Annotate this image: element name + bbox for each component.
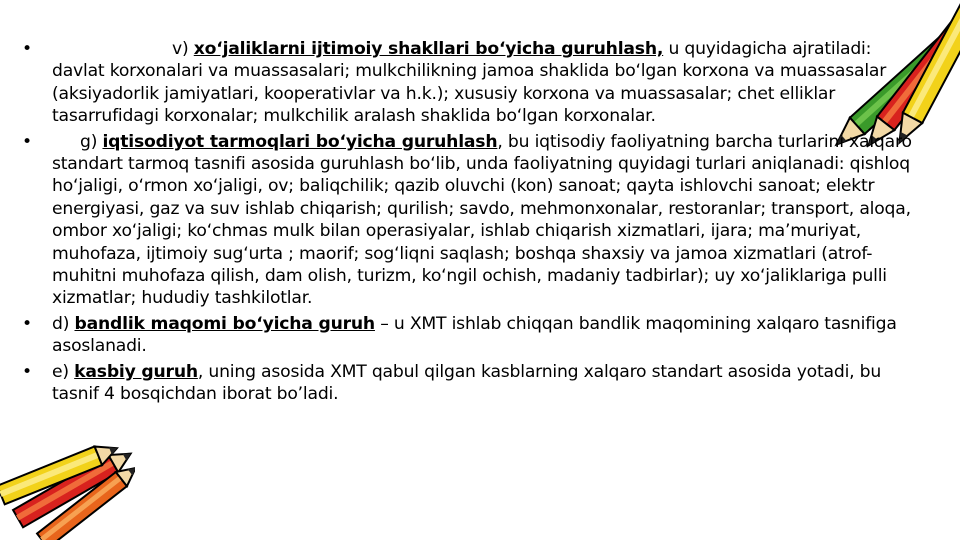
item-term: bandlik maqomi bo‘yicha guruh	[74, 313, 375, 334]
item-term: kasbiy guruh	[74, 361, 198, 382]
list-item	[22, 361, 922, 406]
item-prefix: e)	[52, 361, 75, 382]
item-prefix: g)	[80, 131, 103, 152]
list-item	[22, 38, 922, 128]
item-prefix: v)	[172, 39, 194, 59]
pencil-clipart-icon-bottom-left	[0, 420, 135, 540]
list-item	[22, 313, 922, 358]
item-term: xo‘jaliklarni ijtimoiy shakllari bo‘yicha guruhlash,	[193, 39, 664, 59]
item-term: iqtisodiyot tarmoqlari bo‘yicha guruhlash	[102, 131, 498, 152]
item-text: u quyidagicha ajratiladi: davlat korxonalari va muassasalari; mulkchilikning jamoa shaklida bo‘lgan korxona va muassasalar (aksiyadorlik jamiyatlari, kooperativlar va h.k.); xususiy korxona va muassasalar; chet elliklar tasarrufidagi korxonalar; mulkchilik aralash shaklida bo‘lgan korxonalar.	[52, 39, 887, 127]
item-prefix: d)	[52, 313, 75, 334]
bullet-list	[22, 38, 922, 409]
bullet-dot: •	[22, 131, 32, 152]
item-text: – u XMT ishlab chiqqan bandlik maqomining xalqaro tasnifiga asoslanadi.	[52, 313, 897, 357]
item-text: , bu iqtisodiy faoliyatning barcha turlarini xalqaro standart tarmoq tasnifi asosida guruhlash bo‘lib, unda faoliyatning quyidagi turlari aniqlanadi: qishloq ho‘jaligi, o‘rmon xo‘jaligi, ov; baliqchilik; qazib oluvchi (kon) sanoat; qayta ishlovchi sanoat; elektr energiyasi, gaz va suv ishlab chiqarish; qurilish; savdo, mehmonxonalar, restoranlar; transport, aloqa, ombor xo‘jaligi; ko‘chmas mulk bilan operasiyalar, ishlab chiqarish xizmatlari, ijara; ma’muriyat, muhofaza, ijtimoiy sug‘urta ; maorif; sog‘liqni saqlash; boshqa shaxsiy va jamoa xizmatlari (atrof-muhitni muhofaza qilish, dam olish, turizm, ko‘ngil ochish, madaniy tadbirlar); uy xo‘jaliklariga pulli xizmatlar; hududiy tashkilotlar.	[52, 131, 912, 309]
bullet-dot: •	[22, 361, 32, 382]
list-item	[22, 131, 922, 310]
bullet-dot: •	[22, 313, 32, 334]
bullet-dot: •	[22, 39, 32, 59]
item-text: , uning asosida XMT qabul qilgan kasblarning xalqaro standart asosida yotadi, bu tasnif 4 bosqichdan iborat bo’ladi.	[52, 361, 882, 405]
